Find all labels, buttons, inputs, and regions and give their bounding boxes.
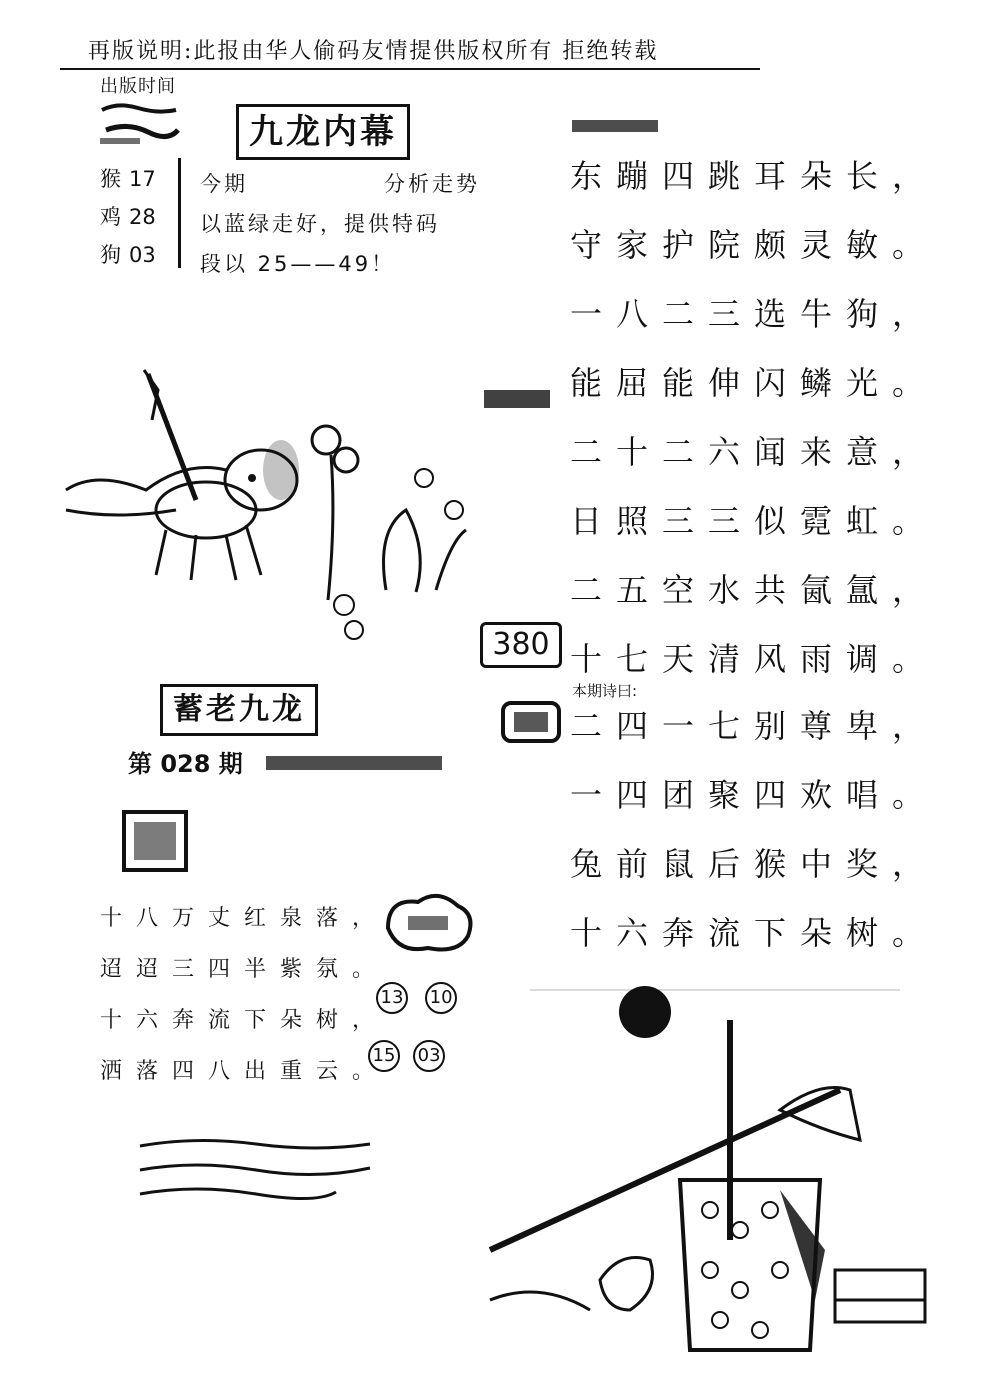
right-poem <box>570 142 938 694</box>
zodiac-animal: 猴 <box>100 167 121 191</box>
smudge-ink-icon <box>266 752 446 774</box>
poem-line: 东蹦四跳耳朵长， <box>570 157 939 195</box>
poem-line: 守家护院颇灵敏。 <box>570 226 939 264</box>
seal-icon <box>120 808 190 874</box>
poem-line: 洒落四八出重云。 <box>100 1059 389 1084</box>
right-poem-second <box>570 692 938 968</box>
side-stamp-middle <box>482 384 554 418</box>
poem-line: 迢迢三四半紫氛。 <box>100 957 389 982</box>
analysis-line: 以蓝绿走好，提供特码 <box>200 212 440 236</box>
circled-numbers <box>368 1040 445 1072</box>
smudge-ink-icon <box>572 116 662 136</box>
publish-time: 出版时间 <box>100 76 176 97</box>
zodiac-animal: 狗 <box>100 243 121 267</box>
analysis-line: 段以 25——49！ <box>200 252 396 276</box>
analysis-block <box>200 164 500 284</box>
zodiac-number: 03 <box>129 243 156 267</box>
circled-number: 13 <box>376 982 408 1014</box>
poem-line: 十八万丈红泉落， <box>100 906 389 931</box>
zodiac-divider <box>178 158 181 268</box>
analysis-header <box>200 164 480 204</box>
poem-line: 二十二六闻来意， <box>570 433 939 471</box>
smudge-label-top-left <box>98 100 180 148</box>
circled-number: 15 <box>368 1040 400 1072</box>
cloud-seal <box>378 888 478 962</box>
circled-number: 10 <box>425 982 457 1014</box>
dog-illustration <box>56 360 476 644</box>
number-box: 380 <box>480 622 562 668</box>
poem-line: 二四一七别尊卑， <box>570 707 939 745</box>
header-divider <box>60 68 760 70</box>
smudge-ink-icon <box>482 384 554 414</box>
dog-icon <box>56 360 476 640</box>
poem-line: 一八二三选牛狗， <box>570 295 939 333</box>
right-heading-smudge <box>572 116 662 140</box>
circled-number: 03 <box>413 1040 445 1072</box>
poem-line: 十六奔流下朵树。 <box>570 914 939 952</box>
header-notice: 再版说明:此报由华人偷码友情提供版权所有 拒绝转载 <box>88 39 659 64</box>
poem-line: 能屈能伸闪鳞光。 <box>570 364 939 402</box>
handwriting-scribble-icon <box>136 1132 376 1212</box>
zodiac-table <box>100 160 156 274</box>
seal-icon <box>378 888 478 958</box>
poem-line: 二五空水共氤氲， <box>570 571 939 609</box>
bottom-illustration <box>480 980 950 1384</box>
left-poem <box>100 893 388 1097</box>
seal-icon <box>500 700 562 744</box>
small-stamp-left <box>120 808 190 878</box>
handwritten-note <box>136 1132 376 1216</box>
smudge-ink-icon <box>98 100 180 148</box>
poem-line: 日照三三似霓虹。 <box>570 502 939 540</box>
title-stamp: 九龙内幕 <box>236 104 410 160</box>
zodiac-row <box>100 236 156 274</box>
poem-line: 十七天清风雨调。 <box>570 640 939 678</box>
analysis-issue-label: 今期 <box>200 172 248 196</box>
zodiac-number: 17 <box>129 167 156 191</box>
circled-numbers <box>376 982 457 1014</box>
poem-label: 本期诗曰: <box>572 682 638 700</box>
zodiac-animal: 鸡 <box>100 205 121 229</box>
poem-line: 兔前鼠后猴中奖， <box>570 845 939 883</box>
zodiac-number: 28 <box>129 205 156 229</box>
poem-line: 十六奔流下朵树， <box>100 1008 389 1033</box>
analysis-trend-label: 分析走势 <box>384 172 480 196</box>
basket-spear-illustration-icon <box>480 980 950 1380</box>
side-stamp-poem <box>500 700 562 748</box>
flower-group <box>312 426 466 639</box>
zodiac-row <box>100 198 156 236</box>
left-stamp: 蓄老九龙 <box>160 684 318 736</box>
zodiac-row <box>100 160 156 198</box>
poem-line: 一四团聚四欢唱。 <box>570 776 939 814</box>
issue-number: 第 028 期 <box>128 750 243 778</box>
issue-smudge <box>266 752 446 778</box>
